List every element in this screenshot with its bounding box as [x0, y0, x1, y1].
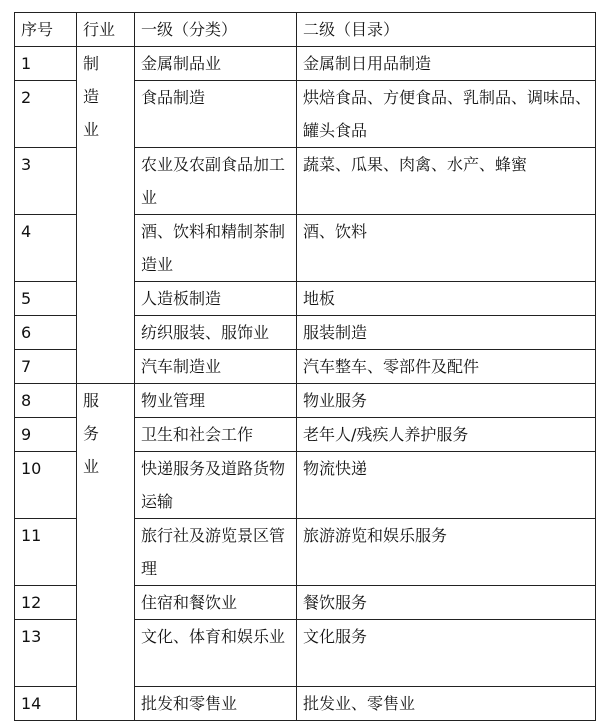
row-level2: 物流快递 — [297, 452, 596, 519]
row-level1: 物业管理 — [135, 384, 297, 418]
header-level2: 二级（目录） — [297, 13, 596, 47]
row-no: 14 — [15, 687, 77, 721]
table-row — [15, 384, 596, 418]
table-row — [15, 47, 596, 81]
row-level1: 纺织服装、服饰业 — [135, 316, 297, 350]
row-no: 10 — [15, 452, 77, 519]
row-level1: 卫生和社会工作 — [135, 418, 297, 452]
row-no: 9 — [15, 418, 77, 452]
row-level1: 快递服务及道路货物运输 — [135, 452, 297, 519]
header-level1: 一级（分类） — [135, 13, 297, 47]
row-level1: 食品制造 — [135, 81, 297, 148]
row-level2: 文化服务 — [297, 620, 596, 687]
industry-manufacturing — [77, 47, 135, 384]
row-no: 4 — [15, 215, 77, 282]
row-level2: 酒、饮料 — [297, 215, 596, 282]
industry-char: 造 — [83, 87, 100, 106]
row-no: 11 — [15, 519, 77, 586]
industry-char: 业 — [83, 120, 100, 139]
row-level1: 金属制品业 — [135, 47, 297, 81]
industry-char: 服 — [83, 391, 100, 410]
row-no: 6 — [15, 316, 77, 350]
row-level2: 金属制日用品制造 — [297, 47, 596, 81]
row-level1: 人造板制造 — [135, 282, 297, 316]
row-level2: 汽车整车、零部件及配件 — [297, 350, 596, 384]
row-no: 1 — [15, 47, 77, 81]
row-level2: 地板 — [297, 282, 596, 316]
header-row — [15, 13, 596, 47]
row-no: 8 — [15, 384, 77, 418]
row-level2: 老年人/残疾人养护服务 — [297, 418, 596, 452]
row-level2: 餐饮服务 — [297, 586, 596, 620]
row-level2: 旅游游览和娱乐服务 — [297, 519, 596, 586]
industry-catalog-table — [14, 12, 596, 721]
row-level1: 汽车制造业 — [135, 350, 297, 384]
row-no: 12 — [15, 586, 77, 620]
row-no: 13 — [15, 620, 77, 687]
industry-services — [77, 384, 135, 721]
row-level2: 批发业、零售业 — [297, 687, 596, 721]
row-no: 5 — [15, 282, 77, 316]
row-level1: 住宿和餐饮业 — [135, 586, 297, 620]
row-level2: 烘焙食品、方便食品、乳制品、调味品、罐头食品 — [297, 81, 596, 148]
row-level1: 酒、饮料和精制茶制造业 — [135, 215, 297, 282]
row-no: 7 — [15, 350, 77, 384]
row-level1: 批发和零售业 — [135, 687, 297, 721]
row-no: 2 — [15, 81, 77, 148]
industry-char: 务 — [83, 424, 100, 443]
row-level2: 物业服务 — [297, 384, 596, 418]
row-level2: 蔬菜、瓜果、肉禽、水产、蜂蜜 — [297, 148, 596, 215]
header-no: 序号 — [15, 13, 77, 47]
row-level2: 服装制造 — [297, 316, 596, 350]
row-no: 3 — [15, 148, 77, 215]
row-level1: 农业及农副食品加工业 — [135, 148, 297, 215]
row-level1: 旅行社及游览景区管理 — [135, 519, 297, 586]
industry-char: 业 — [83, 457, 100, 476]
header-industry: 行业 — [77, 13, 135, 47]
row-level1: 文化、体育和娱乐业 — [135, 620, 297, 687]
industry-char: 制 — [83, 54, 100, 73]
